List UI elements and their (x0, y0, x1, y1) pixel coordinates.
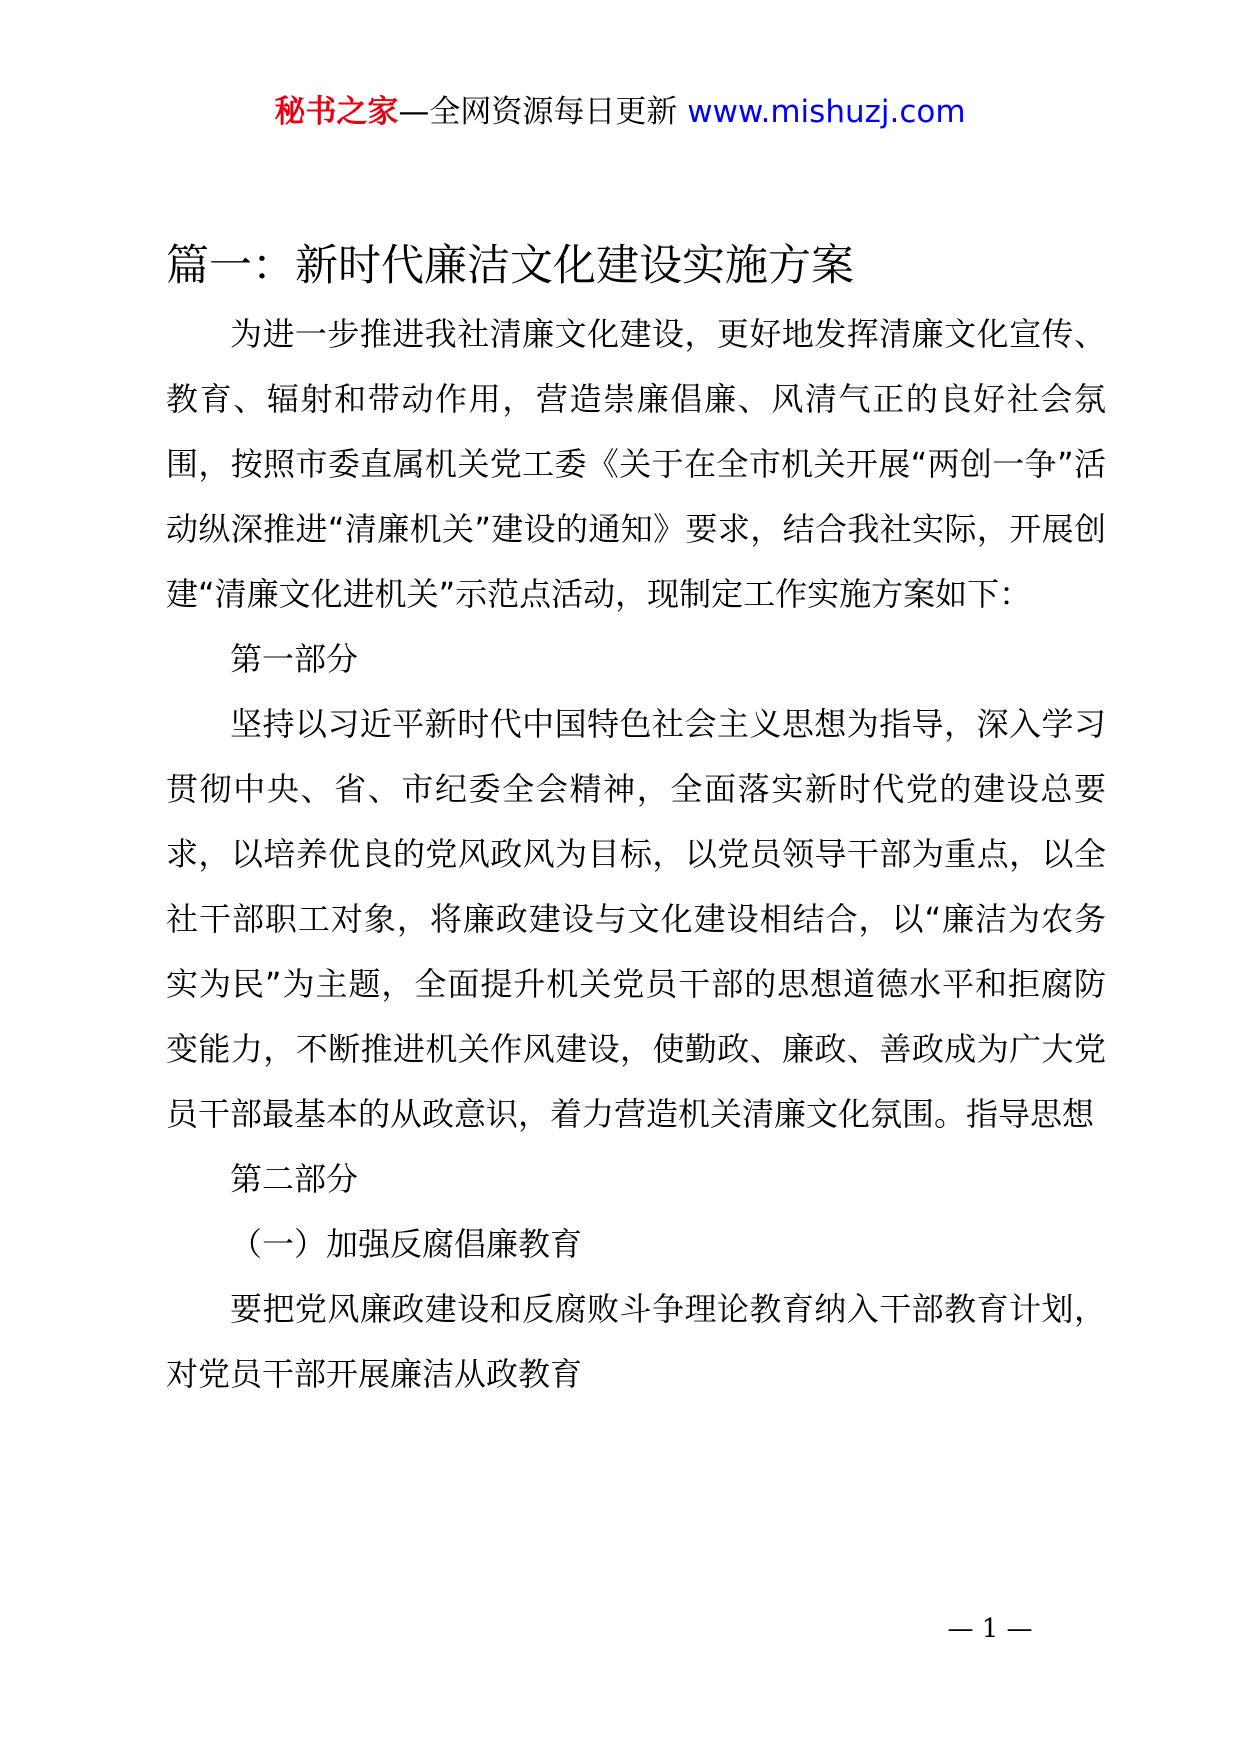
site-brand: 秘书之家 (274, 94, 399, 130)
section-one-heading: 第一部分 (230, 640, 359, 678)
document-title: 篇一：新时代廉洁文化建设实施方案 (166, 241, 854, 291)
guiding-thought-paragraph: 坚持以习近平新时代中国特色社会主义思想为指导，深入学习贯彻中央、省、市纪委全会精神，全面落实新时代党的建设总要求，以培养优良的党风政风为目标，以党员领导干部为重点，以全社干部职工对象，将廉政建设与文化建设相结合，以“廉洁为农务实为民”为主题，全面提升机关党员干部的思想道德水平和拒腐防变能力，不断推进机关作风建设，使勤政、廉政、善政成为广大党员干部最基本的从政意识，着力营造机关清廉文化氛围。指导思想 (166, 705, 1106, 1133)
education-paragraph: 要把党风廉政建设和反腐败斗争理论教育纳入干部教育计划，对党员干部开展廉洁从政教育 (166, 1290, 1106, 1393)
subsection-heading: （一）加强反腐倡廉教育 (230, 1225, 583, 1263)
site-tagline: —全网资源每日更新 (398, 94, 688, 130)
section-two-heading: 第二部分 (230, 1160, 359, 1198)
document-body (166, 302, 1106, 1407)
page-number: — 1 — (947, 1614, 1033, 1644)
intro-paragraph: 为进一步推进我社清廉文化建设，更好地发挥清廉文化宣传、教育、辐射和带动作用，营造崇廉倡廉、风清气正的良好社会氛围，按照市委直属机关党工委《关于在全市机关开展“两创一争”活动纵深推进“清廉机关”建设的通知》要求，结合我社实际，开展创建“清廉文化进机关”示范点活动，现制定工作实施方案如下： (166, 315, 1106, 613)
site-url[interactable]: www.mishuzj.com (687, 94, 966, 130)
site-banner (0, 92, 1240, 132)
